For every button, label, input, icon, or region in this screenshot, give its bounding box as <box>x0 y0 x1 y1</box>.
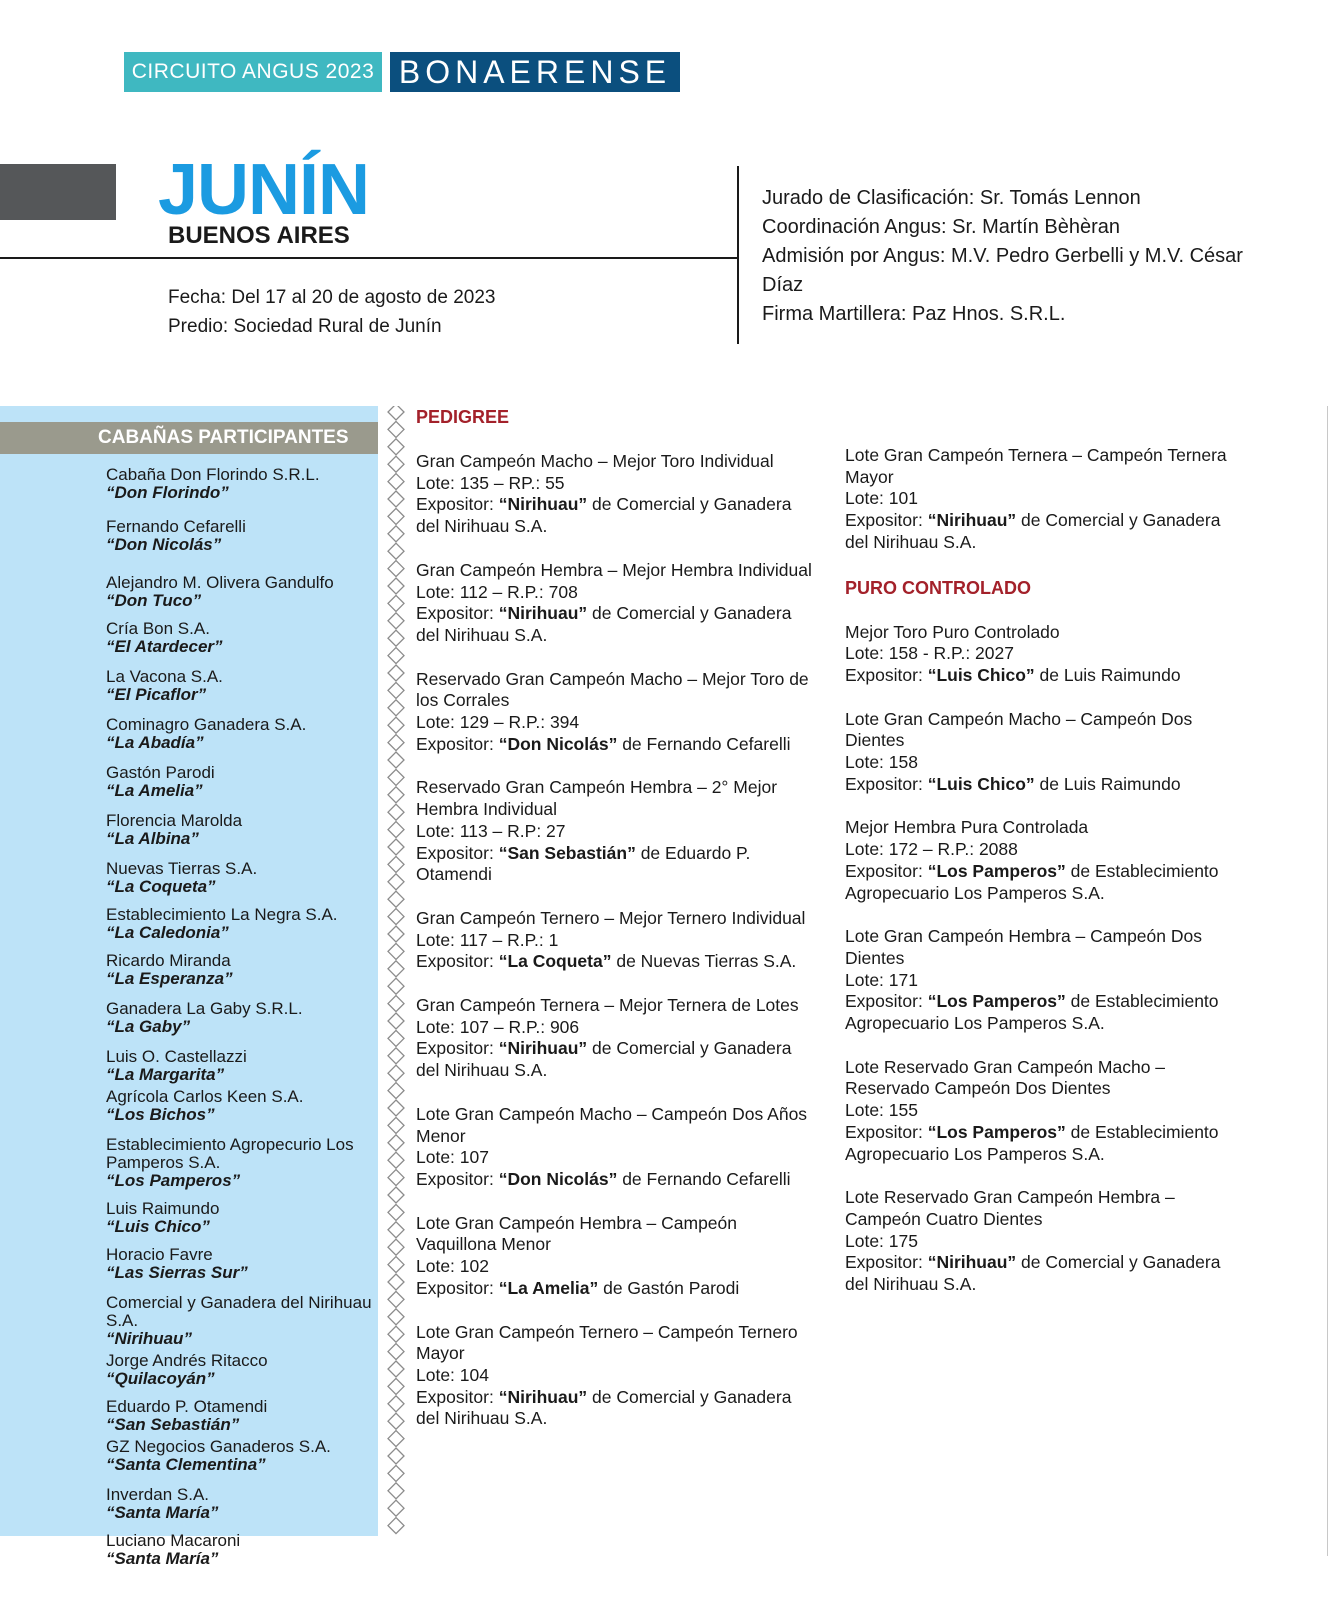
result-entry <box>416 560 816 647</box>
exhibitor-cabana: “Nirihuau” <box>927 510 1017 531</box>
lot-info: Lote: 117 – R.P.: 1 <box>416 929 559 950</box>
exhibitor-cabana: “Nirihuau” <box>498 1386 588 1407</box>
participant-cabana: “Santa María” <box>106 1549 219 1568</box>
exhibitor-label: Expositor: <box>845 1121 928 1142</box>
diamond-link <box>388 891 404 907</box>
result-entry <box>416 1213 816 1300</box>
diamond-link <box>388 595 404 611</box>
exhibitor <box>845 1122 1245 1165</box>
participant-cabana: “Los Bichos” <box>106 1105 215 1124</box>
award-title: Gran Campeón Ternero – Mejor Ternero Individual <box>416 907 806 928</box>
award-title: Lote Gran Campeón Macho – Campeón Dos Dientes <box>845 708 1193 751</box>
diamond-link <box>388 1361 404 1377</box>
participant-owner: Cría Bon S.A. <box>106 619 210 638</box>
exhibitor <box>845 665 1245 687</box>
diamond-link <box>388 752 404 768</box>
exhibitor-cabana: “Luis Chico” <box>927 773 1035 794</box>
participant-owner: Cabaña Don Florindo S.R.L. <box>106 465 320 484</box>
diamond-link <box>388 1187 404 1203</box>
participant-cabana: “Don Tuco” <box>106 591 202 610</box>
participant-cabana: “La Gaby” <box>106 1017 191 1036</box>
sidebar-title: CABAÑAS PARTICIPANTES <box>0 422 378 454</box>
event-venue: Predio: Sociedad Rural de Junín <box>168 316 442 337</box>
participant-owner: Luis Raimundo <box>106 1199 220 1218</box>
exhibitor-owner: de Comercial y Ganadera del Nirihuau S.A. <box>416 603 792 645</box>
participant-cabana: “La Esperanza” <box>106 969 233 988</box>
gray-accent-block <box>0 164 116 220</box>
exhibitor <box>845 1252 1245 1295</box>
diamond-link <box>388 665 404 681</box>
circuit-tag: CIRCUITO ANGUS 2023 <box>124 52 382 92</box>
participant-owner: Gastón Parodi <box>106 763 215 782</box>
lot-info: Lote: 104 <box>416 1364 489 1385</box>
award-title: Lote Gran Campeón Ternera – Campeón Ternera Mayor <box>845 445 1227 487</box>
result-entry <box>845 1187 1245 1296</box>
lot-info: Lote: 107 <box>416 1147 489 1168</box>
exhibitor-cabana: “Don Nicolás” <box>498 733 618 754</box>
participant-item <box>106 952 376 988</box>
exhibitor-cabana: “Luis Chico” <box>927 664 1035 685</box>
participant-owner: La Vacona S.A. <box>106 667 223 686</box>
diamond-link <box>388 1465 404 1481</box>
participant-item <box>106 1088 376 1124</box>
result-entry <box>416 1322 816 1431</box>
lot-info: Lote: 101 <box>845 488 918 509</box>
lot-info: Lote: 129 – R.P.: 394 <box>416 712 580 733</box>
result-entry <box>845 1057 1245 1166</box>
page-title: JUNÍN <box>158 150 370 230</box>
diamond-link <box>388 1083 404 1099</box>
participant-owner: Jorge Andrés Ritacco <box>106 1351 268 1370</box>
diamond-chain-divider <box>385 406 407 1536</box>
diamond-link <box>388 1274 404 1290</box>
exhibitor-label: Expositor: <box>416 603 499 624</box>
diamond-link <box>388 1396 404 1412</box>
header-rule <box>0 257 738 259</box>
exhibitor <box>416 1278 816 1300</box>
participant-cabana: “Quilacoyán” <box>106 1369 215 1388</box>
lot-info: Lote: 112 – R.P.: 708 <box>416 581 578 602</box>
diamond-link <box>388 1483 404 1499</box>
diamond-link <box>388 1344 404 1360</box>
exhibitor-label: Expositor: <box>416 951 499 972</box>
lot-info: Lote: 102 <box>416 1256 489 1277</box>
exhibitor-cabana: “Don Nicolás” <box>498 1168 618 1189</box>
diamond-link <box>388 943 404 959</box>
participant-cabana: “Santa María” <box>106 1503 219 1522</box>
result-entry <box>416 995 816 1082</box>
diamond-link <box>388 700 404 716</box>
participant-cabana: “Don Nicolás” <box>106 535 222 554</box>
diamond-link <box>388 439 404 455</box>
diamond-link <box>388 1204 404 1220</box>
participant-cabana: “Nirihuau” <box>106 1329 192 1348</box>
exhibitor-label: Expositor: <box>416 1277 499 1298</box>
participant-cabana: “Luis Chico” <box>106 1217 210 1236</box>
header-divider <box>737 166 739 344</box>
diamond-link <box>388 578 404 594</box>
event-info <box>168 283 495 341</box>
diamond-link <box>388 1448 404 1464</box>
lot-info: Lote: 171 <box>845 969 918 990</box>
exhibitor-cabana: “San Sebastián” <box>498 842 636 863</box>
participant-cabana: “La Amelia” <box>106 781 203 800</box>
diamond-link <box>388 1309 404 1325</box>
diamond-link <box>388 1048 404 1064</box>
participant-cabana: “La Margarita” <box>106 1065 225 1084</box>
participant-item <box>106 716 376 752</box>
event-date: Fecha: Del 17 al 20 de agosto de 2023 <box>168 287 496 308</box>
diamond-link <box>388 1135 404 1151</box>
participant-owner: Ganadera La Gaby S.R.L. <box>106 999 303 1018</box>
diamond-link <box>388 909 404 925</box>
diamond-link <box>388 787 404 803</box>
exhibitor-owner: de Luis Raimundo <box>1034 773 1181 794</box>
section-title-pedigree: PEDIGREE <box>416 407 510 427</box>
exhibitor <box>416 843 816 886</box>
diamond-link <box>388 1326 404 1342</box>
exhibitor-owner: de Nuevas Tierras S.A. <box>611 951 797 972</box>
diamond-link <box>388 1413 404 1429</box>
participant-item <box>106 1294 376 1348</box>
participant-item <box>106 1398 376 1434</box>
diamond-link <box>388 648 404 664</box>
result-entry <box>845 622 1245 687</box>
diamond-link <box>388 856 404 872</box>
judge: Jurado de Clasificación: Sr. Tomás Lennon <box>762 187 1141 209</box>
participant-owner: Ricardo Miranda <box>106 951 231 970</box>
participant-owner: Inverdan S.A. <box>106 1485 210 1504</box>
participant-owner: Horacio Favre <box>106 1245 213 1264</box>
exhibitor <box>845 774 1245 796</box>
exhibitor-owner: de Gastón Parodi <box>598 1277 740 1298</box>
result-entry <box>416 1104 816 1191</box>
exhibitor-cabana: “La Amelia” <box>498 1277 599 1298</box>
region-tag: BONAERENSE <box>390 52 680 92</box>
award-title: Lote Gran Campeón Hembra – Campeón Dos Dientes <box>845 926 1202 968</box>
award-title: Lote Gran Campeón Hembra – Campeón Vaquillona Menor <box>416 1212 738 1255</box>
participant-cabana: “La Abadía” <box>106 733 204 752</box>
diamond-link <box>388 543 404 559</box>
award-title: Gran Campeón Ternera – Mejor Ternera de Lotes <box>416 995 799 1016</box>
admission: Admisión por Angus: M.V. Pedro Gerbelli y M.V. César Díaz <box>762 245 1243 296</box>
participant-item <box>106 518 376 554</box>
participant-item <box>106 1532 376 1568</box>
diamond-link <box>388 406 404 420</box>
exhibitor-cabana: “Los Pamperos” <box>927 991 1066 1012</box>
participant-owner: Fernando Cefarelli <box>106 517 246 536</box>
exhibitor-label: Expositor: <box>416 1386 499 1407</box>
participant-item <box>106 574 376 610</box>
lot-info: Lote: 158 <box>845 752 918 773</box>
participant-item <box>106 1486 376 1522</box>
diamond-link <box>388 526 404 542</box>
participant-cabana: “Santa Clementina” <box>106 1455 266 1474</box>
participant-item <box>106 1246 376 1282</box>
auctioneer: Firma Martillera: Paz Hnos. S.R.L. <box>762 303 1066 325</box>
participant-cabana: “El Picaflor” <box>106 685 207 704</box>
participant-owner: Nuevas Tierras S.A. <box>106 859 258 878</box>
participant-item <box>106 466 376 502</box>
participant-cabana: “Los Pamperos” <box>106 1171 241 1190</box>
exhibitor-owner: de Comercial y Ganadera del Nirihuau S.A. <box>845 510 1221 552</box>
exhibitor-owner: de Establecimiento Agropecuario Los Pamperos S.A. <box>845 1121 1219 1164</box>
exhibitor-cabana: “Los Pamperos” <box>927 860 1066 881</box>
diamond-link <box>388 613 404 629</box>
exhibitor-label: Expositor: <box>845 1252 928 1273</box>
exhibitor <box>416 603 816 646</box>
page-edge-line <box>1327 406 1328 1556</box>
exhibitor <box>416 734 816 756</box>
participant-item <box>106 620 376 656</box>
participant-item <box>106 1438 376 1474</box>
exhibitor-owner: de Establecimiento Agropecuario Los Pamperos S.A. <box>845 860 1219 903</box>
exhibitor-label: Expositor: <box>416 1168 499 1189</box>
participant-cabana: “La Albina” <box>106 829 199 848</box>
award-title: Mejor Hembra Pura Controlada <box>845 817 1089 838</box>
exhibitor-label: Expositor: <box>416 1038 499 1059</box>
result-entry <box>845 817 1245 904</box>
exhibitor-owner: de Comercial y Ganadera del Nirihuau S.A. <box>416 1386 792 1429</box>
result-entry <box>845 926 1245 1035</box>
exhibitor-cabana: “Nirihuau” <box>927 1252 1017 1273</box>
exhibitor-cabana: “La Coqueta” <box>498 951 612 972</box>
diamond-link <box>388 682 404 698</box>
exhibitor <box>845 510 1245 553</box>
participant-owner: Luciano Macaroni <box>106 1531 241 1550</box>
diamond-link <box>388 978 404 994</box>
diamond-link <box>388 1500 404 1516</box>
participant-item <box>106 1048 376 1084</box>
exhibitor-label: Expositor: <box>845 664 928 685</box>
participant-item <box>106 668 376 704</box>
diamond-link <box>388 822 404 838</box>
exhibitor-cabana: “Nirihuau” <box>498 1038 588 1059</box>
diamond-link <box>388 1378 404 1394</box>
exhibitor-label: Expositor: <box>845 510 928 531</box>
participant-item <box>106 1000 376 1036</box>
participant-owner: Alejandro M. Olivera Gandulfo <box>106 573 334 592</box>
page-subtitle: BUENOS AIRES <box>168 222 350 249</box>
diamond-link <box>388 1222 404 1238</box>
participant-owner: Eduardo P. Otamendi <box>106 1397 268 1416</box>
participant-owner: Establecimiento Agropecurio Los Pamperos S.A. <box>106 1135 354 1172</box>
exhibitor-owner: de Fernando Cefarelli <box>617 733 791 754</box>
participant-item <box>106 764 376 800</box>
participant-item <box>106 812 376 848</box>
diamond-link <box>388 491 404 507</box>
participant-owner: Luis O. Castellazzi <box>106 1047 247 1066</box>
participants-list <box>106 466 376 1568</box>
exhibitor <box>845 991 1245 1034</box>
exhibitor-owner: de Eduardo P. Otamendi <box>416 842 751 885</box>
award-title: Lote Reservado Gran Campeón Hembra – Campeón Cuatro Dientes <box>845 1187 1175 1229</box>
participant-item <box>106 1352 376 1388</box>
participant-cabana: “Don Florindo” <box>106 483 229 502</box>
participant-cabana: “La Coqueta” <box>106 877 216 896</box>
diamond-link <box>388 1518 404 1534</box>
exhibitor-owner: de Establecimiento Agropecuario Los Pamperos S.A. <box>845 991 1219 1034</box>
result-entry <box>845 709 1245 796</box>
exhibitor <box>845 861 1245 904</box>
participant-owner: Florencia Marolda <box>106 811 243 830</box>
result-entry <box>416 451 816 538</box>
diamond-link <box>388 1170 404 1186</box>
participant-item <box>106 1136 376 1190</box>
diamond-link <box>388 474 404 490</box>
coordination: Coordinación Angus: Sr. Martín Bèhèran <box>762 216 1120 238</box>
lot-info: Lote: 175 <box>845 1230 918 1251</box>
results-column-1 <box>416 405 816 1452</box>
diamond-link <box>388 804 404 820</box>
award-title: Lote Gran Campeón Macho – Campeón Dos Años Menor <box>416 1103 808 1146</box>
diamond-link <box>388 996 404 1012</box>
exhibitor-label: Expositor: <box>845 773 928 794</box>
officials-info <box>762 184 1262 329</box>
exhibitor <box>416 1038 816 1081</box>
exhibitor-cabana: “Nirihuau” <box>498 603 588 624</box>
award-title: Reservado Gran Campeón Hembra – 2° Mejor Hembra Individual <box>416 777 778 820</box>
diamond-link <box>388 421 404 437</box>
diamond-link <box>388 561 404 577</box>
exhibitor-label: Expositor: <box>416 842 499 863</box>
result-entry <box>416 777 816 886</box>
lot-info: Lote: 107 – R.P.: 906 <box>416 1016 580 1037</box>
participant-item <box>106 906 376 942</box>
result-entry <box>845 445 1245 554</box>
diamond-link <box>388 926 404 942</box>
lot-info: Lote: 113 – R.P: 27 <box>416 820 566 841</box>
diamond-link <box>388 717 404 733</box>
participant-owner: Cominagro Ganadera S.A. <box>106 715 307 734</box>
diamond-link <box>388 874 404 890</box>
participant-owner: Comercial y Ganadera del Nirihuau S.A. <box>106 1293 372 1330</box>
lot-info: Lote: 155 <box>845 1100 918 1121</box>
exhibitor-owner: de Comercial y Ganadera del Nirihuau S.A. <box>416 494 792 537</box>
award-title: Lote Reservado Gran Campeón Macho – Reservado Campeón Dos Dientes <box>845 1056 1166 1099</box>
diamond-link <box>388 630 404 646</box>
diamond-link <box>388 1030 404 1046</box>
diamond-link <box>388 1013 404 1029</box>
lot-info: Lote: 172 – R.P.: 2088 <box>845 839 1018 860</box>
diamond-link <box>388 1431 404 1447</box>
section-title-puro: PURO CONTROLADO <box>845 577 1031 598</box>
participant-item <box>106 1200 376 1236</box>
result-entry <box>416 669 816 756</box>
award-title: Mejor Toro Puro Controlado <box>845 621 1060 642</box>
award-title: Lote Gran Campeón Ternero – Campeón Ternero Mayor <box>416 1321 798 1364</box>
diamond-link <box>388 1257 404 1273</box>
diamond-link <box>388 1065 404 1081</box>
exhibitor-label: Expositor: <box>845 991 928 1012</box>
diamond-link <box>388 1239 404 1255</box>
exhibitor-owner: de Comercial y Ganadera del Nirihuau S.A. <box>845 1252 1221 1295</box>
participant-cabana: “La Caledonia” <box>106 923 229 942</box>
exhibitor <box>416 1169 816 1191</box>
diamond-link <box>388 839 404 855</box>
results-column-2 <box>845 445 1245 1318</box>
exhibitor-owner: de Comercial y Ganadera del Nirihuau S.A. <box>416 1038 792 1081</box>
diamond-link <box>388 769 404 785</box>
result-entry <box>416 908 816 973</box>
participant-owner: Establecimiento La Negra S.A. <box>106 905 338 924</box>
participant-cabana: “Las Sierras Sur” <box>106 1263 248 1282</box>
award-title: Gran Campeón Hembra – Mejor Hembra Individual <box>416 559 812 580</box>
exhibitor-owner: de Fernando Cefarelli <box>617 1168 791 1189</box>
diamond-link <box>388 1117 404 1133</box>
participant-owner: Agrícola Carlos Keen S.A. <box>106 1087 304 1106</box>
exhibitor <box>416 1387 816 1430</box>
diamond-link <box>388 508 404 524</box>
exhibitor-cabana: “Nirihuau” <box>498 494 588 515</box>
diamond-link <box>388 1100 404 1116</box>
lot-info: Lote: 135 – RP.: 55 <box>416 472 565 493</box>
diamond-link <box>388 961 404 977</box>
participant-item <box>106 860 376 896</box>
award-title: Gran Campeón Macho – Mejor Toro Individual <box>416 451 774 471</box>
exhibitor-owner: de Luis Raimundo <box>1034 664 1181 685</box>
participant-cabana: “El Atardecer” <box>106 637 223 656</box>
exhibitor-label: Expositor: <box>416 733 499 754</box>
exhibitor <box>416 494 816 537</box>
award-title: Reservado Gran Campeón Macho – Mejor Toro de los Corrales <box>416 668 809 711</box>
exhibitor-label: Expositor: <box>845 860 928 881</box>
diamond-link <box>388 456 404 472</box>
exhibitor-label: Expositor: <box>416 494 499 515</box>
diamond-link <box>388 1291 404 1307</box>
lot-info: Lote: 158 - R.P.: 2027 <box>845 643 1014 664</box>
participant-owner: GZ Negocios Ganaderos S.A. <box>106 1437 331 1456</box>
exhibitor-cabana: “Los Pamperos” <box>927 1121 1066 1142</box>
diamond-link <box>388 735 404 751</box>
exhibitor <box>416 951 816 973</box>
diamond-link <box>388 1152 404 1168</box>
participant-cabana: “San Sebastián” <box>106 1415 240 1434</box>
